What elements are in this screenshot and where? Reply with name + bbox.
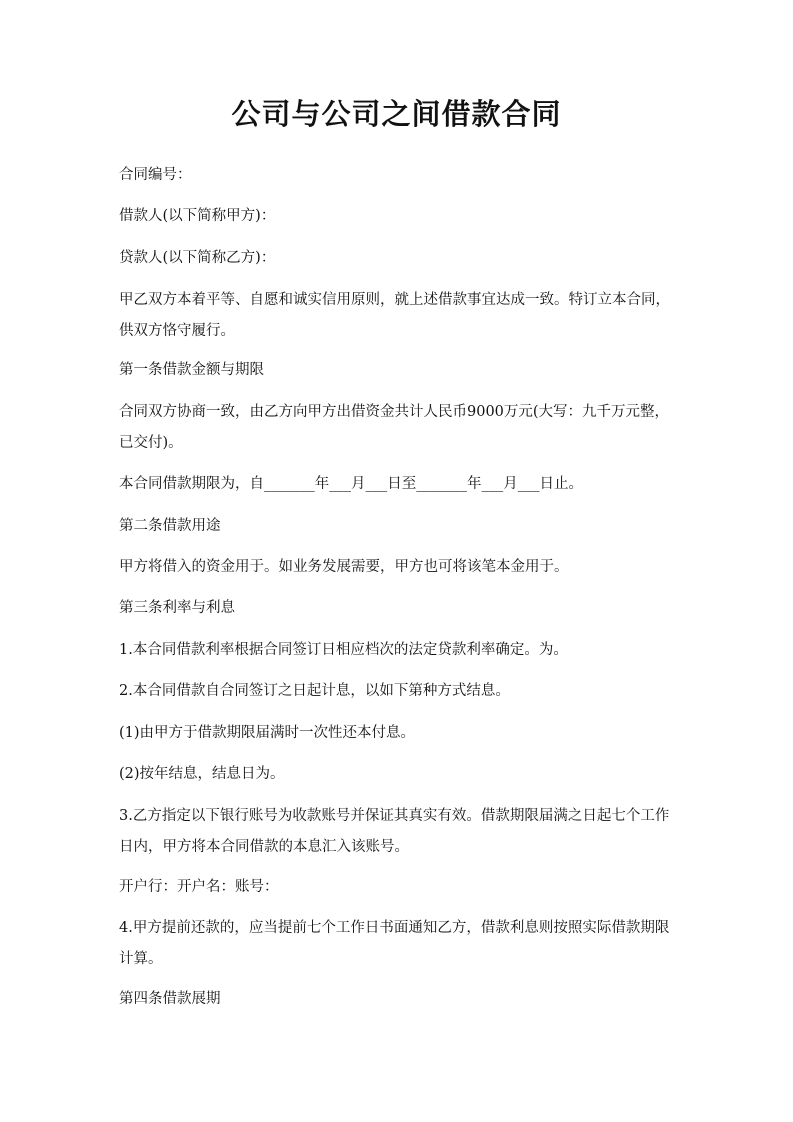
term-paragraph: 本合同借款期限为，自_______年___月___日至_______年___月___日止。	[119, 476, 583, 492]
contract-number-line: 合同编号：	[119, 167, 192, 183]
section-heading-1: 第一条借款金额与期限	[119, 362, 264, 378]
interest-clause-2: 2.本合同借款自合同签订之日起计息，以如下第种方式结息。	[119, 683, 510, 699]
section-heading-2: 第二条借款用途	[119, 518, 221, 534]
bank-account-line: 开户行：开户名：账号：	[119, 879, 279, 895]
amount-paragraph: 合同双方协商一致，由乙方向甲方出借资金共计人民币9000万元(大写：九千万元整，已交付)。	[119, 404, 670, 451]
document-title: 公司与公司之间借款合同	[231, 97, 562, 131]
section-heading-3: 第三条利率与利息	[119, 600, 235, 616]
interest-option-2: (2)按年结息，结息日为。	[119, 766, 285, 782]
section-heading-4: 第四条借款展期	[119, 991, 221, 1007]
interest-clause-3: 3.乙方指定以下银行账号为收款账号并保证其真实有效。借款期限届满之日起七个工作日内，甲方将本合同借款的本息汇入该账号。	[119, 808, 670, 855]
interest-option-1: (1)由甲方于借款期限届满时一次性还本付息。	[119, 725, 416, 741]
purpose-paragraph: 甲方将借入的资金用于。如业务发展需要，甲方也可将该笔本金用于。	[119, 559, 569, 575]
lender-line: 贷款人(以下简称乙方)：	[119, 250, 276, 266]
interest-clause-4: 4.甲方提前还款的，应当提前七个工作日书面通知乙方，借款利息则按照实际借款期限计算。	[119, 920, 670, 967]
interest-clause-1: 1.本合同借款利率根据合同签订日相应档次的法定贷款利率确定。为。	[119, 642, 568, 658]
preamble-paragraph: 甲乙双方本着平等、自愿和诚实信用原则，就上述借款事宜达成一致。特订立本合同，供双方恪守履行。	[119, 292, 670, 339]
borrower-line: 借款人(以下简称甲方)：	[119, 208, 276, 224]
